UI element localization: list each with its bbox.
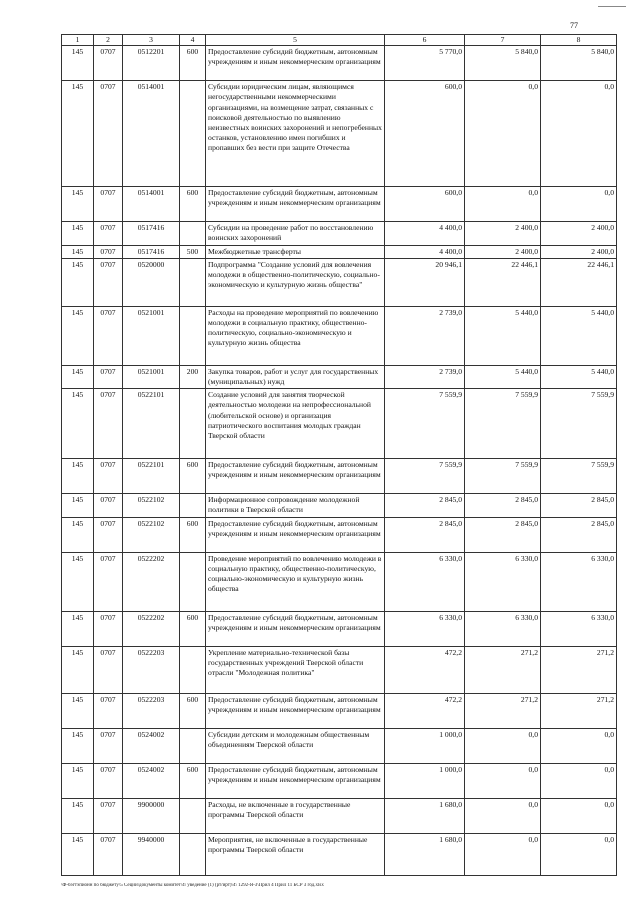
amount-col-6: 2 845,0 bbox=[385, 517, 465, 552]
header-col-3: 3 bbox=[123, 35, 180, 46]
amount-col-6: 472,2 bbox=[385, 646, 465, 693]
ministry-code: 145 bbox=[62, 833, 94, 875]
amount-col-6: 1 680,0 bbox=[385, 798, 465, 833]
target-code: 0521001 bbox=[123, 365, 180, 388]
target-code: 0520000 bbox=[123, 258, 180, 306]
amount-col-6: 7 559,9 bbox=[385, 389, 465, 459]
expense-type-code bbox=[180, 494, 206, 517]
target-code: 0522102 bbox=[123, 494, 180, 517]
target-code: 0522202 bbox=[123, 611, 180, 646]
section-code: 0707 bbox=[94, 222, 123, 245]
header-col-8: 8 bbox=[541, 35, 617, 46]
amount-col-8: 5 440,0 bbox=[541, 306, 617, 365]
section-code: 0707 bbox=[94, 306, 123, 365]
description: Создание условий для занятия творческой деятельностью молодежи на непрофессиональной (любительской основе) и организация патриотического воспитания молодых граждан Тверской области bbox=[206, 389, 385, 459]
expense-type-code: 600 bbox=[180, 187, 206, 222]
header-col-4: 4 bbox=[180, 35, 206, 46]
table-row bbox=[62, 833, 617, 875]
amount-col-6: 4 400,0 bbox=[385, 222, 465, 245]
table-row bbox=[62, 552, 617, 611]
expense-type-code bbox=[180, 728, 206, 763]
amount-col-6: 6 330,0 bbox=[385, 552, 465, 611]
target-code: 0517416 bbox=[123, 222, 180, 245]
budget-table bbox=[61, 34, 617, 876]
table-row bbox=[62, 306, 617, 365]
expense-type-code bbox=[180, 258, 206, 306]
ministry-code: 145 bbox=[62, 389, 94, 459]
amount-col-6: 4 400,0 bbox=[385, 245, 465, 258]
expense-type-code: 600 bbox=[180, 693, 206, 728]
section-code: 0707 bbox=[94, 245, 123, 258]
amount-col-7: 0,0 bbox=[465, 798, 541, 833]
amount-col-8: 7 559,9 bbox=[541, 459, 617, 494]
ministry-code: 145 bbox=[62, 693, 94, 728]
expense-type-code bbox=[180, 646, 206, 693]
target-code: 0514001 bbox=[123, 187, 180, 222]
ministry-code: 145 bbox=[62, 258, 94, 306]
description: Межбюджетные трансферты bbox=[206, 245, 385, 258]
amount-col-8: 22 446,1 bbox=[541, 258, 617, 306]
page-number: 77 bbox=[570, 21, 578, 30]
section-code: 0707 bbox=[94, 763, 123, 798]
header-col-7: 7 bbox=[465, 35, 541, 46]
amount-col-6: 6 330,0 bbox=[385, 611, 465, 646]
ministry-code: 145 bbox=[62, 494, 94, 517]
amount-col-6: 2 739,0 bbox=[385, 365, 465, 388]
amount-col-8: 271,2 bbox=[541, 693, 617, 728]
table-row bbox=[62, 693, 617, 728]
table-row bbox=[62, 258, 617, 306]
amount-col-8: 6 330,0 bbox=[541, 611, 617, 646]
description: Предоставление субсидий бюджетным, автономным учреждениям и иным некоммерческим организациям bbox=[206, 763, 385, 798]
top-rule bbox=[598, 6, 626, 7]
amount-col-7: 0,0 bbox=[465, 833, 541, 875]
target-code: 9940000 bbox=[123, 833, 180, 875]
ministry-code: 145 bbox=[62, 798, 94, 833]
target-code: 0522101 bbox=[123, 389, 180, 459]
target-code: 9900000 bbox=[123, 798, 180, 833]
ministry-code: 145 bbox=[62, 245, 94, 258]
ministry-code: 145 bbox=[62, 763, 94, 798]
description: Предоставление субсидий бюджетным, автономным учреждениям и иным некоммерческим организациям bbox=[206, 693, 385, 728]
amount-col-6: 2 845,0 bbox=[385, 494, 465, 517]
table-row bbox=[62, 798, 617, 833]
amount-col-7: 6 330,0 bbox=[465, 552, 541, 611]
amount-col-8: 2 845,0 bbox=[541, 517, 617, 552]
amount-col-8: 0,0 bbox=[541, 798, 617, 833]
description: Мероприятия, не включенные в государственные программы Тверской области bbox=[206, 833, 385, 875]
description: Предоставление субсидий бюджетным, автономным учреждениям и иным некоммерческим организациям bbox=[206, 459, 385, 494]
ministry-code: 145 bbox=[62, 517, 94, 552]
amount-col-6: 1 000,0 bbox=[385, 763, 465, 798]
file-path-footer: \Ф-бэгтэпионн по бюджету\5 Сеции\документы комитет\4\ уведение (1) (рт/ирт)\4\ 1292-Я-3\Прил 4 Прил 11 БСР 3 год.xlsx bbox=[61, 883, 324, 888]
header-col-6: 6 bbox=[385, 35, 465, 46]
target-code: 0517416 bbox=[123, 245, 180, 258]
amount-col-7: 6 330,0 bbox=[465, 611, 541, 646]
section-code: 0707 bbox=[94, 81, 123, 187]
amount-col-8: 0,0 bbox=[541, 833, 617, 875]
target-code: 0522102 bbox=[123, 517, 180, 552]
amount-col-7: 2 845,0 bbox=[465, 494, 541, 517]
target-code: 0522202 bbox=[123, 552, 180, 611]
description: Расходы, не включенные в государственные программы Тверской области bbox=[206, 798, 385, 833]
amount-col-7: 0,0 bbox=[465, 728, 541, 763]
amount-col-7: 0,0 bbox=[465, 187, 541, 222]
expense-type-code: 600 bbox=[180, 611, 206, 646]
amount-col-6: 5 770,0 bbox=[385, 46, 465, 81]
table-row bbox=[62, 187, 617, 222]
target-code: 0524002 bbox=[123, 763, 180, 798]
amount-col-8: 0,0 bbox=[541, 81, 617, 187]
expense-type-code bbox=[180, 389, 206, 459]
expense-type-code bbox=[180, 552, 206, 611]
amount-col-6: 600,0 bbox=[385, 81, 465, 187]
section-code: 0707 bbox=[94, 517, 123, 552]
description: Субсидии детским и молодежным общественным объединениям Тверской области bbox=[206, 728, 385, 763]
table-row bbox=[62, 763, 617, 798]
table-row bbox=[62, 389, 617, 459]
header-col-1: 1 bbox=[62, 35, 94, 46]
expense-type-code: 200 bbox=[180, 365, 206, 388]
description: Предоставление субсидий бюджетным, автономным учреждениям и иным некоммерческим организациям bbox=[206, 611, 385, 646]
expense-type-code: 600 bbox=[180, 46, 206, 81]
table-row bbox=[62, 81, 617, 187]
expense-type-code bbox=[180, 306, 206, 365]
description: Предоставление субсидий бюджетным, автономным учреждениям и иным некоммерческим организациям bbox=[206, 187, 385, 222]
ministry-code: 145 bbox=[62, 365, 94, 388]
section-code: 0707 bbox=[94, 833, 123, 875]
target-code: 0524002 bbox=[123, 728, 180, 763]
description: Предоставление субсидий бюджетным, автономным учреждениям и иным некоммерческим организациям bbox=[206, 46, 385, 81]
table-row bbox=[62, 728, 617, 763]
amount-col-7: 271,2 bbox=[465, 646, 541, 693]
expense-type-code bbox=[180, 833, 206, 875]
amount-col-8: 6 330,0 bbox=[541, 552, 617, 611]
amount-col-7: 2 400,0 bbox=[465, 222, 541, 245]
ministry-code: 145 bbox=[62, 552, 94, 611]
amount-col-7: 22 446,1 bbox=[465, 258, 541, 306]
section-code: 0707 bbox=[94, 552, 123, 611]
amount-col-8: 0,0 bbox=[541, 187, 617, 222]
description: Подпрограмма "Создание условий для вовлечения молодежи в общественно-политическую, социально-экономическую и культурную жизнь общества" bbox=[206, 258, 385, 306]
expense-type-code bbox=[180, 222, 206, 245]
amount-col-8: 5 840,0 bbox=[541, 46, 617, 81]
amount-col-6: 1 000,0 bbox=[385, 728, 465, 763]
description: Информационное сопровождение молодежной политики в Тверской области bbox=[206, 494, 385, 517]
description: Проведение мероприятий по вовлечению молодежи в социальную практику, общественно-политическую, социально-экономическую и культурную жизнь общества bbox=[206, 552, 385, 611]
table-body bbox=[62, 46, 617, 875]
target-code: 0522101 bbox=[123, 459, 180, 494]
table-row bbox=[62, 459, 617, 494]
table-row bbox=[62, 222, 617, 245]
description: Расходы на проведение мероприятий по вовлечению молодежи в социальную практику, общественно-политическую, социально-экономическую и культурную жизнь общества bbox=[206, 306, 385, 365]
ministry-code: 145 bbox=[62, 81, 94, 187]
description: Предоставление субсидий бюджетным, автономным учреждениям и иным некоммерческим организациям bbox=[206, 517, 385, 552]
section-code: 0707 bbox=[94, 646, 123, 693]
ministry-code: 145 bbox=[62, 646, 94, 693]
target-code: 0514001 bbox=[123, 81, 180, 187]
amount-col-8: 2 400,0 bbox=[541, 245, 617, 258]
amount-col-7: 0,0 bbox=[465, 763, 541, 798]
table-row bbox=[62, 646, 617, 693]
amount-col-7: 5 440,0 bbox=[465, 306, 541, 365]
header-col-5: 5 bbox=[206, 35, 385, 46]
amount-col-7: 7 559,9 bbox=[465, 459, 541, 494]
header-row bbox=[62, 35, 617, 46]
amount-col-7: 5 440,0 bbox=[465, 365, 541, 388]
section-code: 0707 bbox=[94, 46, 123, 81]
expense-type-code bbox=[180, 81, 206, 187]
section-code: 0707 bbox=[94, 693, 123, 728]
table-row bbox=[62, 245, 617, 258]
ministry-code: 145 bbox=[62, 222, 94, 245]
amount-col-7: 2 845,0 bbox=[465, 517, 541, 552]
ministry-code: 145 bbox=[62, 187, 94, 222]
table-row bbox=[62, 46, 617, 81]
section-code: 0707 bbox=[94, 798, 123, 833]
section-code: 0707 bbox=[94, 611, 123, 646]
expense-type-code: 600 bbox=[180, 517, 206, 552]
expense-type-code bbox=[180, 798, 206, 833]
description: Субсидии юридическим лицам, являющимся негосударственными некоммерческими организациями, на возмещение затрат, связанных с поисковой деятельностью по выявлению неизвестных воинских захоронений и непогребенных останков, установлению имен погибших и пропавших без вести при защите Отечества bbox=[206, 81, 385, 187]
amount-col-8: 0,0 bbox=[541, 763, 617, 798]
amount-col-8: 7 559,9 bbox=[541, 389, 617, 459]
amount-col-6: 600,0 bbox=[385, 187, 465, 222]
header-col-2: 2 bbox=[94, 35, 123, 46]
amount-col-7: 271,2 bbox=[465, 693, 541, 728]
amount-col-6: 1 680,0 bbox=[385, 833, 465, 875]
section-code: 0707 bbox=[94, 258, 123, 306]
ministry-code: 145 bbox=[62, 611, 94, 646]
description: Укрепление материально-технической базы государственных учреждений Тверской области отрасли "Молодежная политика" bbox=[206, 646, 385, 693]
amount-col-6: 20 946,1 bbox=[385, 258, 465, 306]
amount-col-6: 7 559,9 bbox=[385, 459, 465, 494]
ministry-code: 145 bbox=[62, 728, 94, 763]
target-code: 0522203 bbox=[123, 693, 180, 728]
expense-type-code: 600 bbox=[180, 763, 206, 798]
ministry-code: 145 bbox=[62, 46, 94, 81]
section-code: 0707 bbox=[94, 494, 123, 517]
amount-col-8: 2 400,0 bbox=[541, 222, 617, 245]
table-row bbox=[62, 517, 617, 552]
amount-col-7: 0,0 bbox=[465, 81, 541, 187]
section-code: 0707 bbox=[94, 728, 123, 763]
target-code: 0512201 bbox=[123, 46, 180, 81]
section-code: 0707 bbox=[94, 187, 123, 222]
table-row bbox=[62, 365, 617, 388]
section-code: 0707 bbox=[94, 459, 123, 494]
amount-col-7: 7 559,9 bbox=[465, 389, 541, 459]
expense-type-code: 600 bbox=[180, 459, 206, 494]
target-code: 0521001 bbox=[123, 306, 180, 365]
amount-col-7: 5 840,0 bbox=[465, 46, 541, 81]
section-code: 0707 bbox=[94, 389, 123, 459]
ministry-code: 145 bbox=[62, 459, 94, 494]
description: Субсидии на проведение работ по восстановлению воинских захоронений bbox=[206, 222, 385, 245]
amount-col-8: 5 440,0 bbox=[541, 365, 617, 388]
amount-col-6: 2 739,0 bbox=[385, 306, 465, 365]
expense-type-code: 500 bbox=[180, 245, 206, 258]
ministry-code: 145 bbox=[62, 306, 94, 365]
target-code: 0522203 bbox=[123, 646, 180, 693]
table-row bbox=[62, 611, 617, 646]
amount-col-6: 472,2 bbox=[385, 693, 465, 728]
amount-col-8: 271,2 bbox=[541, 646, 617, 693]
description: Закупка товаров, работ и услуг для государственных (муниципальных) нужд bbox=[206, 365, 385, 388]
table-row bbox=[62, 494, 617, 517]
section-code: 0707 bbox=[94, 365, 123, 388]
amount-col-8: 0,0 bbox=[541, 728, 617, 763]
amount-col-7: 2 400,0 bbox=[465, 245, 541, 258]
amount-col-8: 2 845,0 bbox=[541, 494, 617, 517]
